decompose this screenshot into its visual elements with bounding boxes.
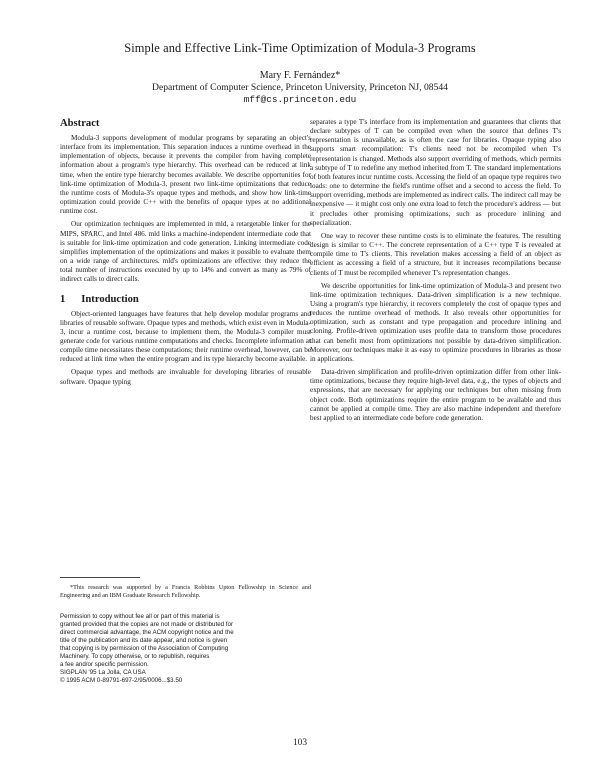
intro-paragraph: Object-oriented languages have features that help develop modular programs and libraries of reusable software. Opaque types and methods, which exist even in Modula-3, incur a runtime cost, because to implement them, the Modula-3 compiler must generate code for various runtime computations and checks. Incomplete information at compile time necessitates these computations; their runtime overhead, however, can be reduced at link time when the entire program and its type hierarchy become available. xyxy=(60,309,311,364)
permission-line: title of the publication and its date appear, and notice is given xyxy=(60,637,228,645)
permission-line: Machinery. To copy otherwise, or to republish, requires xyxy=(60,653,210,661)
section-number: 1 xyxy=(60,293,66,305)
permission-line: © 1995 ACM 0-89791-697-2/95/0006...$3.50 xyxy=(60,677,183,685)
abstract-paragraph: Our optimization techniques are implemented in mld, a retargetable linker for the MIPS, SPARC, and Intel 486. mld links a machine-independent intermediate code that is suitable for link-time optimization and code generation. Linking intermediate code simplifies implementation of the optimizations and makes it possible to evaluate them on a wide range of architectures. mld's optimizations are effective: they reduce the total number of instructions executed by up to 14% and convert as many as 79% of indirect calls to direct calls. xyxy=(60,220,311,284)
body-paragraph: One way to recover these runtime costs is to eliminate the features. The resulting design is similar to C++. The concrete representation of a C++ type T is revealed at compile time to T's clients. This revelation makes accessing a field of an object as efficient as accessing a field of a structure, but it increases recompilations because clients of T must be recompiled whenever T's representation changes. xyxy=(310,231,561,277)
permission-line: SIGPLAN '95 La Jolla, CA USA xyxy=(60,669,146,677)
left-column xyxy=(60,118,311,391)
right-column xyxy=(310,118,561,427)
section-title: Introduction xyxy=(81,293,139,305)
author-email: mff@cs.princeton.edu xyxy=(243,94,357,105)
permission-line: a fee and/or specific permission. xyxy=(60,661,149,669)
permission-line: that copying is by permission of the Association of Computing xyxy=(60,645,229,653)
permission-line: direct commercial advantage, the ACM copyright notice and the xyxy=(60,629,234,637)
body-paragraph: Data-driven simplification and profile-driven optimization differ from other link-time optimizations, because they require high-level data, e.g., the types of objects and expressions, that are necessary for applying our techniques but often missing from object code. Both optimizations require the entire program to be available and thus cannot be applied at compile time. They are also machine independent and therefore best applied to an intermediate code before code generation. xyxy=(310,368,561,422)
permission-line: Permission to copy without fee all or part of this material is xyxy=(60,613,220,620)
permission-notice xyxy=(60,613,234,685)
abstract-paragraph: Modula-3 supports development of modular programs by separating an object's interface from its implementation. This separation induces a runtime overhead in the implementation of objects, because it prevents the compiler from having complete information about a program's type hierarchy. This overhead can be reduced at link time, when the entire type hierarchy becomes available. We describe opportunities for link-time optimization of Modula-3, present two link-time optimizations that reduce the runtime costs of Modula-3's opaque types and methods, and show how link-time optimization could provide C++ with the benefits of opaque types at no additional runtime cost. xyxy=(60,134,311,216)
footnote-rule xyxy=(60,577,140,578)
body-paragraph: separates a type T's interface from its implementation and guarantees that clients that declare subtypes of T can be compiled even when the source that defines T's representation is unavailable, as is often the case for libraries. Opaque typing also supports smart recompilation: T's clients need not be recompiled when T's representation is changed. Methods also support overriding of methods, which permits a subtype of T to redefine any method inherited from T. The standard implementations of both features incur runtime costs. Accessing the field of an opaque type requires two loads: one to determine the field's runtime offset and a second to access the field. To support overriding, methods are implemented as indirect calls. The indirect call may be inexpensive — it might cost only one extra load to fetch the procedure's address — but it precludes other promising optimizations, such as procedure inlining and specialization. xyxy=(310,118,561,227)
footnote: *This research was supported by a Francis Robbins Upton Fellowship in Science and Engineering and an IBM Graduate Research Fellowship. xyxy=(60,584,311,599)
introduction-heading xyxy=(60,294,311,305)
author-name: Mary F. Fernández* xyxy=(259,70,341,81)
paper-title: Simple and Effective Link-Time Optimization of Modula-3 Programs xyxy=(124,41,476,55)
body-paragraph: We describe opportunities for link-time optimization of Modula-3 and present two link-time optimization techniques. Data-driven simplification is a new technique. Using a program's type hierarchy, it recovers completely the cost of opaque types and reduces the runtime overhead of methods. It also reveals other opportunities for optimization, such as constant and type propagation and procedure inlining and cloning. Profile-driven optimization uses profile data to transform those procedures that can benefit most from optimizations not possible by data-driven simplification. Moreover, our techniques make it as easy to optimize procedures in libraries as those in applications. xyxy=(310,281,561,363)
intro-paragraph: Opaque types and methods are invaluable for developing libraries of reusable software. Opaque typing xyxy=(60,368,311,386)
abstract-heading: Abstract xyxy=(60,118,100,129)
page-number: 103 xyxy=(292,738,308,748)
permission-line: granted provided that the copies are not made or distributed for xyxy=(60,621,234,629)
author-affiliation: Department of Computer Science, Princeton University, Princeton NJ, 08544 xyxy=(152,82,448,93)
